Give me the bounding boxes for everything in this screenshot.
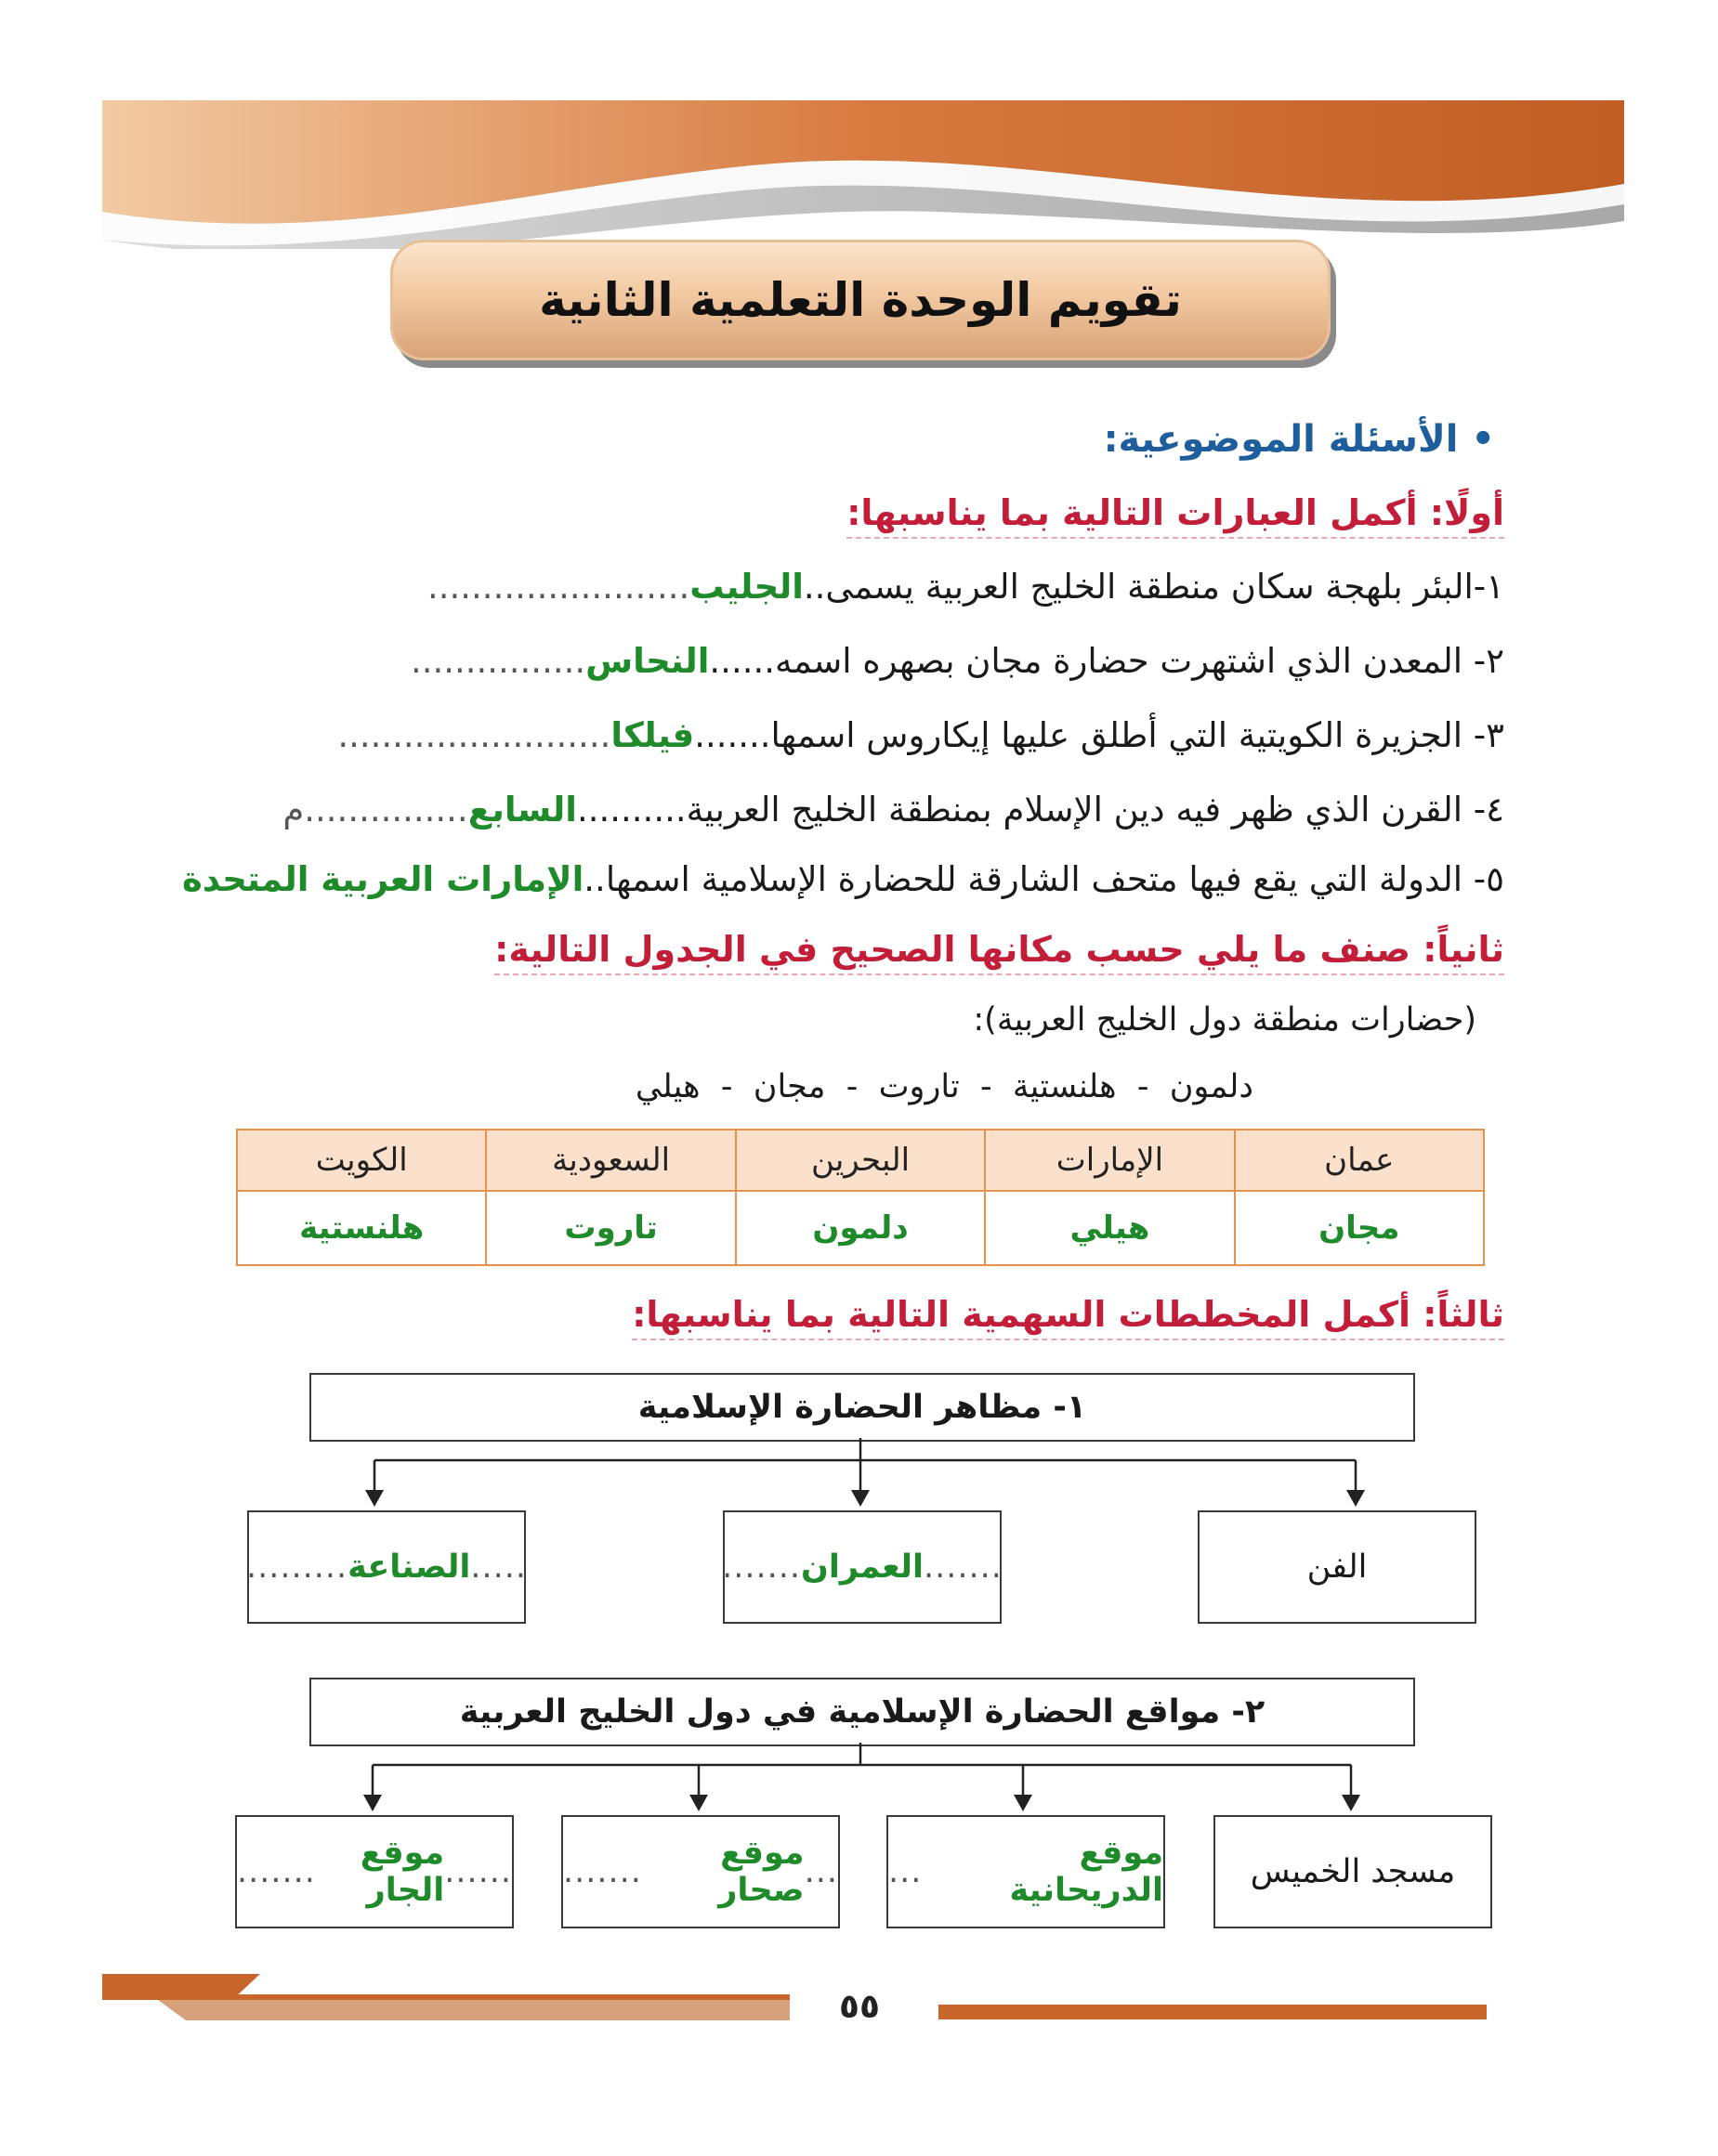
part3-heading: ثالثاً: أكمل المخططات السهمية التالية بما يناسبها: (632, 1294, 1504, 1340)
table-cell: تاروت (486, 1191, 735, 1265)
table-row (237, 1191, 1484, 1265)
arrow-down-icon (365, 1490, 384, 1507)
arrow-down-icon (1342, 1795, 1360, 1811)
column-header: البحرين (736, 1130, 985, 1191)
part2-subtitle: (حضارات منطقة دول الخليج العربية): (973, 1001, 1476, 1039)
table-cell: هلنستية (237, 1191, 486, 1265)
column-header: الإمارات (985, 1130, 1234, 1191)
diagram1-title: ١- مظاهر الحضارة الإسلامية (637, 1389, 1087, 1426)
table-cell: هيلي (985, 1191, 1234, 1265)
answer-dots: ......................... (337, 715, 611, 755)
column-header: الكويت (237, 1130, 486, 1191)
arrow-down-icon (1014, 1795, 1032, 1811)
answer-dots: ................ (410, 641, 586, 681)
footer-left-bar (102, 1974, 790, 2030)
diagram1-box-industry (247, 1510, 526, 1624)
arrow-down-icon (689, 1795, 708, 1811)
answer-dots: ....... (722, 1548, 801, 1586)
diagram2-box-sohar (561, 1815, 840, 1928)
answer-text: موقع الدريحانية (1009, 1835, 1163, 1909)
column-header: السعودية (486, 1130, 735, 1191)
diagram2-title-box (309, 1678, 1415, 1746)
answer-dots: ... (804, 1853, 838, 1890)
part2-heading: ثانياً: صنف ما يلي حسب مكانها الصحيح في الجدول التالية: (494, 929, 1504, 975)
answer-text: السابع (467, 790, 577, 830)
diagram2-connectors (0, 1743, 1718, 1817)
diagram1-title-box (309, 1373, 1415, 1442)
answer-dots: ...............م (282, 790, 468, 830)
question-text: ٢- المعدن الذي اشتهرت حضارة مجان بصهره اسمه...... (709, 641, 1504, 681)
arrow-down-icon (851, 1490, 870, 1507)
answer-text: الجليب (689, 567, 804, 607)
answer-dots: ..... (470, 1548, 527, 1586)
answer-dots: ....... (924, 1548, 1003, 1586)
answer-dots: ... (888, 1853, 923, 1890)
answer-text: فيلكا (610, 715, 695, 755)
answer-text: العمران (800, 1548, 924, 1586)
table-cell: دلمون (736, 1191, 985, 1265)
word-list: دلمون - هلنستية - تاروت - مجان - هيلي (635, 1068, 1253, 1105)
objective-questions-heading: • الأسئلة الموضوعية: (1103, 418, 1495, 461)
part1-heading: أولًا: أكمل العبارات التالية بما يناسبها: (846, 492, 1504, 539)
diagram2-box-dreihaniya (886, 1815, 1165, 1928)
diagram1-connectors (0, 1438, 1718, 1512)
question-text: ٤- القرن الذي ظهر فيه دين الإسلام بمنطقة الخليج العربية.......... (576, 790, 1504, 830)
answer-dots: ....... (237, 1853, 316, 1890)
header-banner (102, 100, 1624, 249)
question-text: ٥- الدولة التي يقع فيها متحف الشارقة للحضارة الإسلامية اسمها.. (584, 859, 1504, 899)
page-title: تقويم الوحدة التعلمية الثانية (539, 273, 1182, 327)
page-number: ٥٥ (839, 1988, 880, 2026)
answer-text: الإمارات العربية المتحدة (182, 859, 584, 899)
table-cell: مجان (1235, 1191, 1484, 1265)
arrow-down-icon (363, 1795, 382, 1811)
table-header-row (237, 1130, 1484, 1191)
answer-text: موقع صحار (718, 1835, 805, 1909)
arrow-down-icon (1346, 1490, 1365, 1507)
title-banner (390, 240, 1331, 360)
footer-right-bar (938, 2005, 1487, 2019)
diagram1-box-art (1198, 1510, 1476, 1624)
question-2 (411, 641, 1504, 681)
civilizations-table (236, 1129, 1485, 1266)
question-text: ٣- الجزيرة الكويتية التي أطلق عليها إيكاروس اسمها....... (694, 715, 1504, 755)
diagram2-title: ٢- مواقع الحضارة الإسلامية في دول الخليج العربية (459, 1693, 1266, 1731)
question-5 (182, 859, 1504, 899)
answer-text: النحاس (585, 641, 710, 681)
answer-dots: ......... (246, 1548, 348, 1586)
answer-dots: ....... (563, 1853, 642, 1890)
question-3 (337, 715, 1504, 755)
diagram2-box-khamis-mosque (1213, 1815, 1492, 1928)
box-text: مسجد الخميس (1250, 1853, 1456, 1890)
answer-dots: ...... (444, 1853, 512, 1890)
question-4 (282, 790, 1504, 830)
diagram1-box-architecture (723, 1510, 1002, 1624)
diagram2-box-jar (235, 1815, 514, 1928)
answer-text: موقع الجار (360, 1835, 445, 1909)
answer-text: الصناعة (348, 1548, 471, 1586)
box-text: الفن (1306, 1548, 1368, 1586)
question-1 (427, 567, 1504, 607)
answer-dots: ........................ (427, 567, 690, 607)
question-text: ١-البئر بلهجة سكان منطقة الخليج العربية يسمى.. (803, 567, 1504, 607)
column-header: عمان (1235, 1130, 1484, 1191)
